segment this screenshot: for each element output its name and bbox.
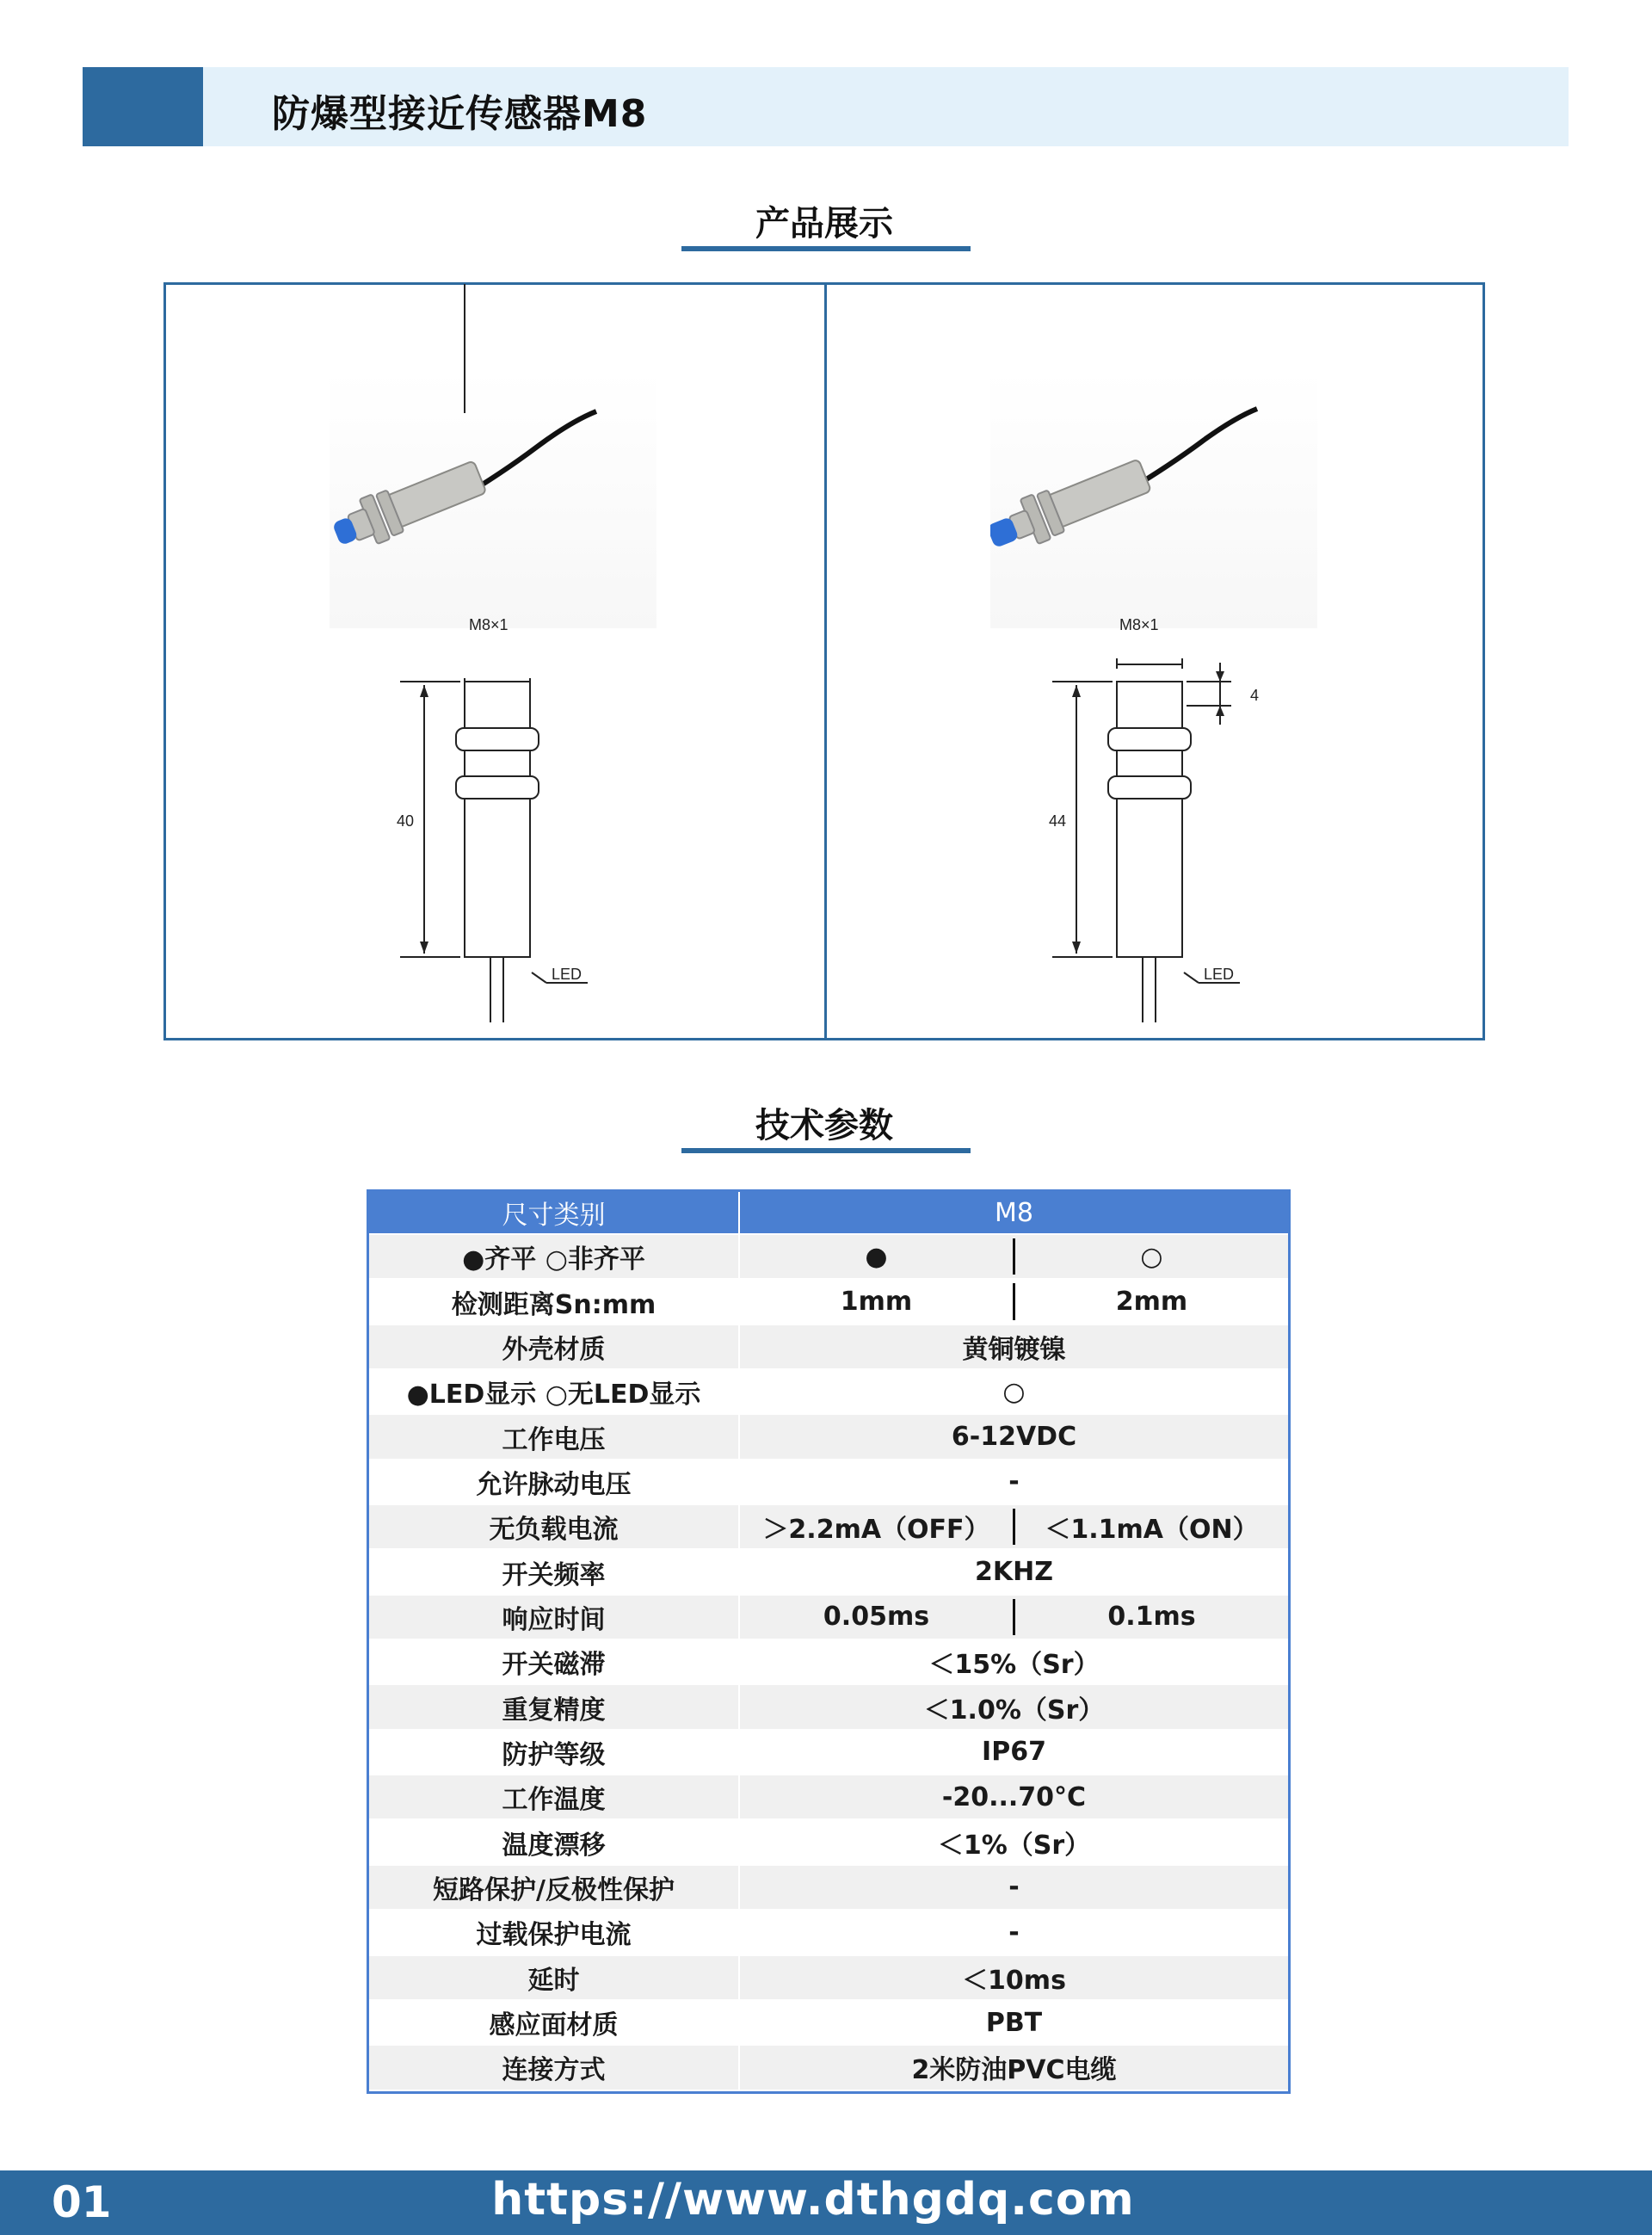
spec-label: 防护等级 xyxy=(369,1731,740,1774)
page-title: 防爆型接近传感器M8 xyxy=(272,92,648,136)
spec-label: ●LED显示 ○无LED显示 xyxy=(369,1370,740,1413)
spec-label: 允许脉动电压 xyxy=(369,1460,740,1503)
spec-label: 感应面材质 xyxy=(369,2001,740,2044)
length-label-nonflush: 44 xyxy=(1048,812,1066,830)
spec-value: -20...70°C xyxy=(941,1781,1087,1812)
spec-value: ＜1.0%（Sr） xyxy=(923,1695,1105,1726)
page-number: 01 xyxy=(52,2177,112,2227)
spec-value: ＞2.2mA（OFF） xyxy=(762,1515,990,1546)
thread-label-nonflush: M8×1 xyxy=(1119,616,1159,633)
spec-row xyxy=(369,1325,1288,1370)
spec-label: 外壳材质 xyxy=(369,1325,740,1368)
specs-header-label: 尺寸类别 xyxy=(369,1192,740,1233)
spec-value: - xyxy=(1008,1917,1020,1948)
spec-label: 工作温度 xyxy=(369,1775,740,1818)
spec-label: 工作电压 xyxy=(369,1415,740,1458)
footer-url: https://www.dthgdq.com xyxy=(491,2174,1135,2226)
spec-value: ＜10ms xyxy=(962,1965,1066,1996)
spec-value: ○ xyxy=(1140,1241,1163,1272)
header-accent-block xyxy=(83,67,203,146)
spec-label: 响应时间 xyxy=(369,1596,740,1639)
led-label-flush: LED xyxy=(552,966,583,983)
spec-row xyxy=(369,1685,1288,1730)
dimension-drawing-flush xyxy=(166,284,824,1039)
spec-row xyxy=(369,1820,1288,1865)
spec-value: 2KHZ xyxy=(975,1557,1053,1588)
spec-label: 过载保护电流 xyxy=(369,1911,740,1954)
dimension-drawing-nonflush xyxy=(827,284,1483,1039)
length-label-flush: 40 xyxy=(396,812,414,830)
spec-row xyxy=(369,1911,1288,1955)
spec-value: ○ xyxy=(1002,1376,1026,1407)
spec-row xyxy=(369,1866,1288,1911)
spec-label: 检测距离Sn:mm xyxy=(369,1280,740,1323)
spec-value: 6-12VDC xyxy=(951,1422,1077,1453)
specs-table xyxy=(367,1189,1291,2094)
product-panel-flush xyxy=(166,284,824,1039)
spec-row xyxy=(369,2046,1288,2090)
specs-title-underline xyxy=(681,1148,971,1153)
product-panel-nonflush xyxy=(827,284,1483,1039)
thread-label-flush: M8×1 xyxy=(469,616,509,633)
spec-value: ＜1.1mA（ON） xyxy=(1045,1515,1259,1546)
spec-row xyxy=(369,1550,1288,1595)
spec-row xyxy=(369,1280,1288,1324)
spec-value: ＜15%（Sr） xyxy=(928,1650,1100,1681)
spec-row xyxy=(369,1596,1288,1640)
spec-row xyxy=(369,1731,1288,1775)
specs-header-value: M8 xyxy=(995,1197,1033,1228)
spec-label: 延时 xyxy=(369,1956,740,1999)
spec-row xyxy=(369,1370,1288,1415)
spec-label: 重复精度 xyxy=(369,1685,740,1728)
spec-value: 2米防油PVC电缆 xyxy=(911,2055,1117,2086)
spec-label: 连接方式 xyxy=(369,2046,740,2089)
spec-row xyxy=(369,1640,1288,1685)
spec-row xyxy=(369,1415,1288,1460)
spec-value: ＜1%（Sr） xyxy=(937,1830,1091,1861)
spec-value: 0.1ms xyxy=(1107,1602,1196,1633)
spec-row xyxy=(369,1505,1288,1550)
spec-label: 温度漂移 xyxy=(369,1820,740,1863)
spec-value: 2mm xyxy=(1115,1287,1188,1318)
showcase-section-title: 产品展示 xyxy=(755,204,893,244)
spec-value: IP67 xyxy=(982,1737,1046,1768)
spec-label: 短路保护/反极性保护 xyxy=(369,1866,740,1909)
led-label-nonflush: LED xyxy=(1204,966,1235,983)
specs-body xyxy=(369,1235,1288,2091)
showcase-title-underline xyxy=(681,246,971,251)
spec-label: 开关磁滞 xyxy=(369,1640,740,1683)
spec-value: 0.05ms xyxy=(823,1602,930,1633)
specs-header-row xyxy=(369,1192,1288,1235)
spec-row xyxy=(369,1775,1288,1820)
spec-value: ● xyxy=(865,1241,888,1272)
spec-value: 黄铜镀镍 xyxy=(962,1334,1066,1365)
protrusion-label-nonflush: 4 xyxy=(1250,687,1260,704)
spec-label: ●齐平 ○非齐平 xyxy=(369,1235,740,1278)
spec-row xyxy=(369,1460,1288,1505)
specs-section-title: 技术参数 xyxy=(755,1106,893,1145)
spec-value: PBT xyxy=(985,2007,1043,2038)
spec-row xyxy=(369,1235,1288,1280)
spec-row xyxy=(369,2001,1288,2046)
spec-label: 无负载电流 xyxy=(369,1505,740,1548)
spec-value: 1mm xyxy=(840,1287,913,1318)
spec-value: - xyxy=(1008,1872,1020,1903)
spec-value: - xyxy=(1008,1466,1020,1497)
spec-row xyxy=(369,1956,1288,2001)
spec-label: 开关频率 xyxy=(369,1550,740,1593)
